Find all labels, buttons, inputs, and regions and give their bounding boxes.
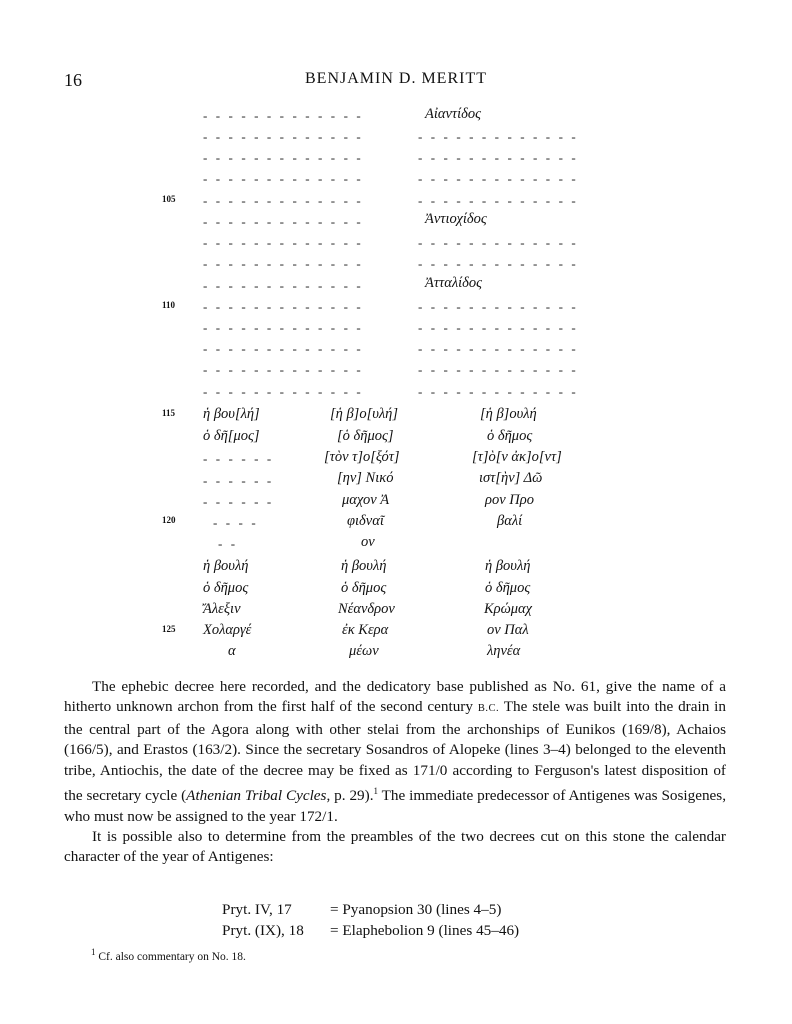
lacuna-line: - - - - - - - - - - - - - — [203, 214, 364, 229]
crown-text: Κρώμαχ — [484, 601, 533, 617]
lacuna-line: - - - - - - - - - - - - - — [418, 150, 579, 165]
crown-text: ὁ δῆμος — [203, 580, 249, 596]
crown-text: Ἄλεξιν — [203, 601, 241, 617]
crown-text: [τὸν τ]ο[ξότ] — [324, 449, 400, 465]
lacuna-line: - - - - - - - - - - - - - — [203, 193, 364, 208]
crown-text: [ὁ δῆμος] — [337, 428, 394, 444]
lacuna-line: - - - - - - - - - - - - - — [418, 193, 579, 208]
crown-text: ἡ βου[λή] — [203, 406, 260, 422]
crown-text: ρον Προ — [485, 492, 534, 508]
crown-text: μαχον Ἀ — [342, 492, 390, 508]
crown-text: βαλί — [497, 513, 523, 529]
lacuna-line: - - - - - - - - - - - - - — [203, 171, 364, 186]
calendar-equation: Pryt. IV, 17 = Pyanopsion 30 (lines 4–5) — [222, 901, 502, 918]
crown-text: ον Παλ — [487, 622, 529, 638]
crown-text: ἡ βουλή — [485, 558, 531, 574]
lacuna-line: - - - - - - - - - - - - - — [203, 299, 364, 314]
calendar-equation: Pryt. (IX), 18 = Elaphebolion 9 (lines 45–46) — [222, 922, 520, 939]
crown-text: [τ]ὸ[ν ἀκ]ο[ντ] — [472, 449, 562, 465]
lacuna-line: - - - - - - - - - - - - - — [418, 320, 579, 335]
crown-text: α — [228, 643, 236, 659]
lacuna-line: - - - - - - - - - - - - - — [418, 299, 579, 314]
crown-text: Νέανδρον — [338, 601, 395, 617]
lacuna-line: - - - - - - - - - - - - - — [203, 108, 364, 123]
crown-text: ὁ δῆ[μος] — [203, 428, 260, 444]
lacuna-line: - - — [218, 536, 238, 551]
crown-text: ἐκ Κερα — [342, 622, 389, 638]
lacuna-line: - - - - - - - - - - - - - — [418, 256, 579, 271]
tribe-heading: Ἀντιοχίδος — [425, 211, 487, 227]
crown-text: ὁ δῆμος — [487, 428, 533, 444]
tribe-heading: Αἰαντίδος — [425, 106, 482, 122]
lacuna-line: - - - - - - - - - - - - - — [418, 171, 579, 186]
lacuna-line: - - - - - - - - - - - - - — [418, 341, 579, 356]
crown-text: ἡ βουλή — [203, 558, 249, 574]
crown-text: [ἡ β]ο[υλή] — [330, 406, 398, 422]
lacuna-line: - - - - - - — [203, 473, 274, 488]
tribe-heading: Ἀτταλίδος — [425, 275, 483, 291]
crown-text: μέων — [349, 643, 379, 659]
line-number: 105 — [162, 194, 176, 204]
lacuna-line: - - - - - - - - - - - - - — [418, 235, 579, 250]
lacuna-line: - - - - - - - - - - - - - — [203, 256, 364, 271]
crown-text: φιδναῖ — [347, 513, 384, 529]
lacuna-line: - - - - - - - - - - - - - — [203, 129, 364, 144]
lacuna-line: - - - - - - - - - - - - - — [418, 362, 579, 377]
crown-text: Χολαργέ — [203, 622, 252, 638]
running-head: BENJAMIN D. MERITT — [305, 70, 487, 87]
commentary-body — [64, 677, 726, 868]
paragraph: The ephebic decree here recorded, and the dedicatory base published as No. 61, give the name of a hitherto unknown archon from the first half of the second century B.C. The stele was built into the drain in the central part of the Agora along with other stelai from the archonships of Eunikos (169/8), Achaios (166/5), and Erastos (163/2). Since the secretary Sosandros of Alopeke (lines 3–4) belonged to the eleventh tribe, Antiochis, the date of the decree may be fixed as 171/0 according to Ferguson's latest disposition of the secretary cycle (Athenian Tribal Cycles, p. 29).$^1$ The immediate predecessor of Antigenes was Sosigenes, who must now be assigned to the year 172/1. — [64, 678, 727, 825]
crown-text: [ην] Νικό — [337, 470, 394, 486]
lacuna-line: - - - - - - - - - - - - - — [418, 129, 579, 144]
lacuna-line: - - - - — [213, 515, 259, 530]
page-number: 16 — [64, 70, 82, 90]
line-number: 110 — [162, 300, 176, 310]
lacuna-line: - - - - - - — [203, 494, 274, 509]
lacuna-line: - - - - - - - - - - - - - — [203, 320, 364, 335]
crown-text: ὁ δῆμος — [341, 580, 387, 596]
line-number: 115 — [162, 408, 176, 418]
crown-text: ον — [361, 534, 375, 550]
lacuna-line: - - - - - - - - - - - - - — [203, 150, 364, 165]
lacuna-line: - - - - - - - - - - - - - — [203, 235, 364, 250]
lacuna-line: - - - - - - - - - - - - - — [203, 362, 364, 377]
footnote: $^1$ Cf. also commentary on No. 18. — [91, 947, 246, 963]
crown-text: ιστ[ὴν] Δῶ — [479, 470, 543, 486]
crown-text: [ἡ β]ουλή — [480, 406, 537, 422]
line-number: 120 — [162, 515, 176, 525]
crown-text: ὁ δῆμος — [485, 580, 531, 596]
lacuna-line: - - - - - - - - - - - - - — [203, 384, 364, 399]
crown-text: ληνέα — [487, 643, 521, 659]
lacuna-line: - - - - - - - - - - - - - — [418, 384, 579, 399]
lacuna-line: - - - - - - - - - - - - - — [203, 341, 364, 356]
lacuna-line: - - - - - - - - - - - - - — [203, 278, 364, 293]
paragraph: It is possible also to determine from the preambles of the two decrees cut on this stone the calendar character of the year of Antigenes: — [64, 827, 726, 866]
lacuna-line: - - - - - - — [203, 451, 274, 466]
crown-text: ἡ βουλή — [341, 558, 387, 574]
line-number: 125 — [162, 624, 176, 634]
